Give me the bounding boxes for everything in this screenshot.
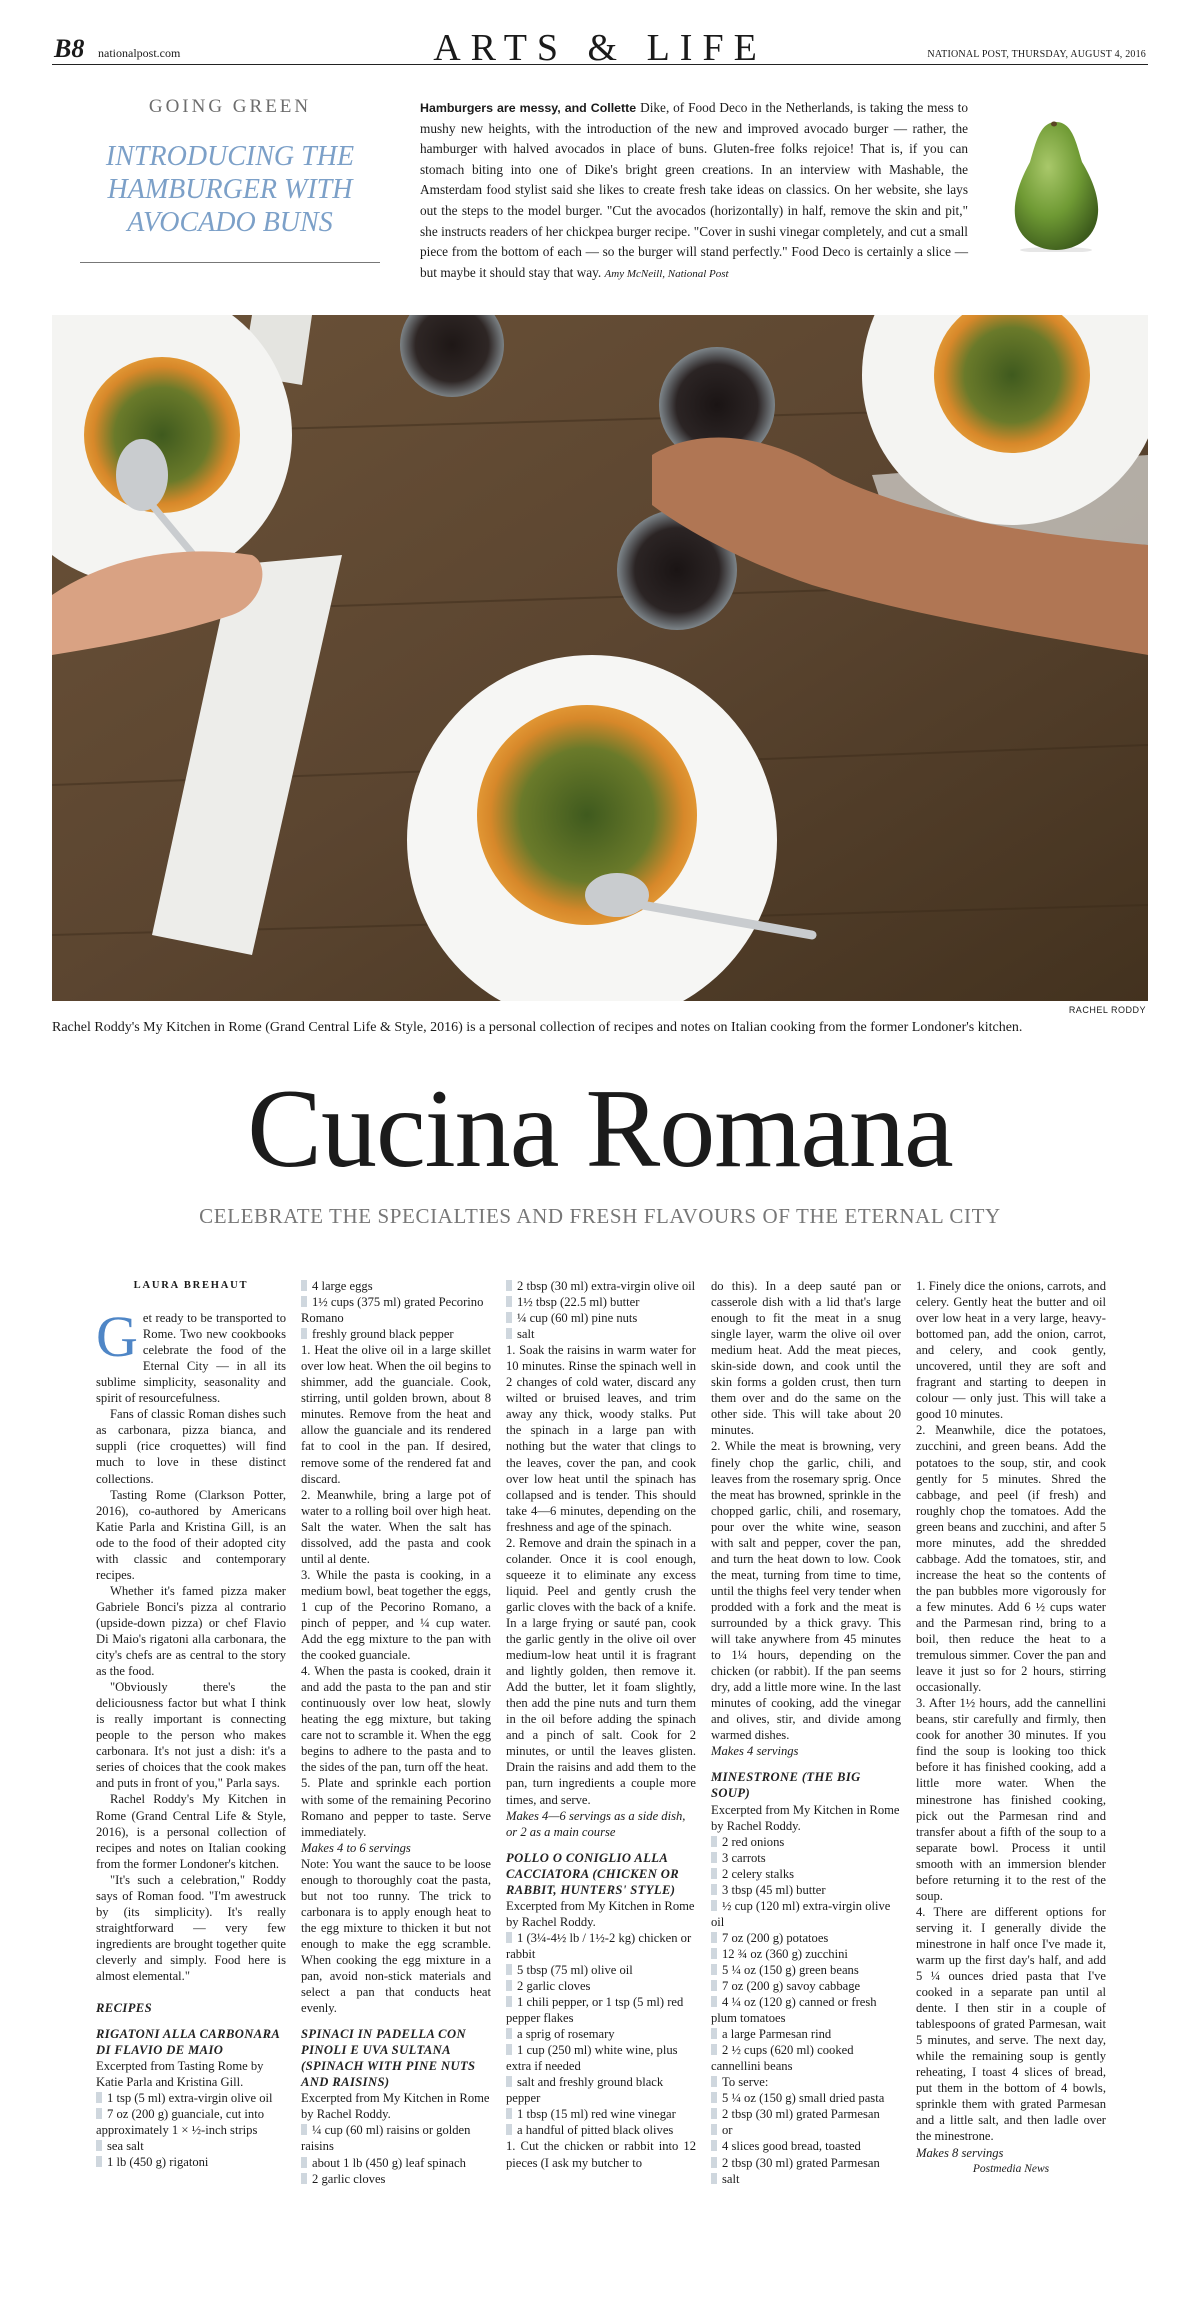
teaser-headline: INTRODUCING THE HAMBURGER WITH AVOCADO BUNS: [105, 141, 355, 238]
ingredient-item: salt and freshly ground black pepper: [506, 2074, 696, 2106]
paragraph: [96, 1304, 286, 1406]
ingredient-item: 5 ¼ oz (150 g) small dried pasta: [711, 2090, 901, 2106]
drop-cap: G: [96, 1304, 138, 1370]
ingredient-item: 1 cup (250 ml) white wine, plus extra if needed: [506, 2042, 696, 2074]
teaser-lead: Hamburgers are messy, and Collette: [420, 101, 637, 115]
section-title: ARTS & LIFE: [433, 27, 767, 69]
article-column-3: [506, 1278, 696, 2171]
ingredient-item: 4 large eggs: [301, 1278, 491, 1294]
ingredient-item: 7 oz (200 g) guanciale, cut into approximately 1 × ½-inch strips: [96, 2106, 286, 2138]
ingredient-item: or: [711, 2122, 901, 2138]
paragraph: 1. Heat the olive oil in a large skillet over low heat. When the oil begins to shimmer, add the guanciale. Cook, stirring, until golden brown, about 8 minutes. Remove from the heat and allow the guanciale and its rendered fat to cool in the pan. If desired, remove some of the rendered fat and discard.: [301, 1343, 491, 1486]
agency-credit: Postmedia News: [972, 2162, 1050, 2175]
hero-photo: [52, 315, 1148, 1001]
paragraph: 5. Plate and sprinkle each portion with some of the remaining Pecorino Romano and pepper to taste. Serve immediately.: [301, 1776, 491, 1839]
paragraph: Excerpted from My Kitchen in Rome by Rachel Roddy.: [301, 2091, 490, 2122]
article-column-5: [916, 1278, 1106, 2177]
paragraph: 3. While the pasta is cooking, in a medium bowl, beat together the eggs, 1 cup of the Pecorino Romano, a pinch of pepper, and ¼ cup water. Add the egg mixture to the pan with the cooked guanciale.: [301, 1567, 491, 1663]
ingredient-item: 1½ cups (375 ml) grated Pecorino Romano: [301, 1294, 491, 1326]
site-url[interactable]: nationalpost.com: [98, 46, 181, 60]
ingredient-item: ½ cup (120 ml) extra-virgin olive oil: [711, 1898, 901, 1930]
ingredient-item: 4 slices good bread, toasted: [711, 2138, 901, 2154]
paragraph: Excerpted from My Kitchen in Rome by Rachel Roddy.: [506, 1898, 695, 1929]
ingredient-item: a sprig of rosemary: [506, 2026, 696, 2042]
ingredient-item: a handful of pitted black olives: [506, 2122, 696, 2138]
recipe-yield: Makes 4 servings: [711, 1744, 799, 1759]
ingredient-item: 7 oz (200 g) savoy cabbage: [711, 1978, 901, 1994]
column-1-body: [96, 1304, 286, 2170]
lead-text: et ready to be transported to Rome. Two new cookbooks celebrate the food of the Eternal City — in all its sublime simplicity, seasonality and spirit of resourcefulness.: [96, 1311, 286, 1406]
ingredient-item: 2 tbsp (30 ml) grated Parmesan: [711, 2155, 901, 2171]
paragraph: 2. While the meat is browning, very finely chop the garlic, chili, and leaves from the rosemary sprig. Once the meat has browned, sprinkle in the chopped garlic, chili, and rosemary, pour over the white wine, season with salt and pepper, cover the pan, and turn the heat down to low. Cook the meat, turning from time to time, until the thighs feel very tender when prodded with a fork and the meat is surrounded by a thick gravy. This will take anywhere from 45 minutes to 1¼ hours, depending on the chicken (or rabbit). If the pan seems dry, add a little more wine. In the last minutes of cooking, add the vinegar and olives, stir, and divide among warmed dishes.: [711, 1439, 901, 1743]
paragraph: Excerpted from My Kitchen in Rome by Rachel Roddy.: [711, 1802, 900, 1833]
paragraph: 4. There are different options for serving it. I generally divide the minestrone in half once I've made it, warm up the first day's half, and add 5 ¼ ounces dried pasta that I've cooked in a separate pan until al dente. I then stir in a couple of tablespoons of grated Parmesan, wait 5 minutes, and serve. The next day, while the remaining soup is gently reheating, I toast 4 slices of bread, put them in the bottom of 4 bowls, sprinkle them with grated Parmesan and a little salt, and then ladle over the minestrone.: [916, 1904, 1106, 2144]
avocado-icon: [1010, 118, 1102, 252]
ingredient-item: 1 (3¼-4½ lb / 1½-2 kg) chicken or rabbit: [506, 1930, 696, 1962]
article-column-2: [301, 1278, 491, 2187]
teaser-divider: [80, 262, 380, 263]
ingredient-item: 12 ¾ oz (360 g) zucchini: [711, 1946, 901, 1962]
ingredient-item: 1 tbsp (15 ml) red wine vinegar: [506, 2106, 696, 2122]
ingredient-item: 2 ½ cups (620 ml) cooked cannellini beans: [711, 2042, 901, 2074]
paragraph: Fans of classic Roman dishes such as carbonara, pizza bianca, and suppli (rice croquettes) will find much to love in these distinct collections.: [96, 1407, 286, 1486]
article-column-1: [96, 1278, 286, 2170]
teaser-body: [420, 98, 968, 284]
recipe-yield: Makes 4—6 servings as a side dish, or 2 as a main course: [506, 1808, 686, 1839]
article-subhead: CELEBRATE THE SPECIALTIES AND FRESH FLAVOURS OF THE ETERNAL CITY: [199, 1204, 1001, 1228]
paragraph: 2. Meanwhile, dice the potatoes, zucchini, and green beans. Add the potatoes to the soup, stir, and cook gently for 5 minutes. Shred the cabbage, and peel (if fresh) and roughly chop the tomatoes. Add the green beans and zucchini, and after 5 more minutes, add the shredded cabbage. Add the tomatoes, stir, and increase the heat so the contents of the pan bubbles more vigorously for a few minutes. Add 6 ½ cups water and the Parmesan rind, bring to a boil, then reduce the heat to a tremulous simmer. Cover the pan and leave it just so for 2 hours, stirring occasionally.: [916, 1423, 1106, 1695]
ingredient-item: 3 carrots: [711, 1850, 901, 1866]
teaser-text: Dike, of Food Deco in the Netherlands, is taking the mess to mushy new heights, with the introduction of the new and improved avocado burger — rather, the hamburger with halved avocados in place of buns. Gluten-free folks rejoice! That is, if you can stomach biting into one of Dike's bright green creations. In an interview with Mashable, the Amsterdam food stylist said she likes to create fresh take ideas on classics. On her website, she lays out the steps to the model burger. "Cut the avocados (horizontally) in half, remove the skin and pit," she instructs readers of her chickpea burger recipe. "Cover in sushi vinegar completely, and cut a small piece from the bottom of each — so the burger will stand perfectly." Food Deco is certainly a slice — but maybe it should stay that way.: [420, 100, 968, 280]
recipe-yield: Makes 8 servings: [916, 2145, 1004, 2160]
paragraph: Rachel Roddy's My Kitchen in Rome (Grand Central Life & Style, 2016), is a personal collection of recipes and notes on Italian cooking from the former Londoner's kitchen.: [96, 1792, 286, 1871]
photo-credit: RACHEL RODDY: [1068, 1005, 1146, 1015]
paragraph: Excerpted from Tasting Rome by Katie Parla and Kristina Gill.: [96, 2059, 264, 2090]
paragraph: 1. Soak the raisins in warm water for 10 minutes. Rinse the spinach well in 2 changes of cold water, discard any wilted or bruised leaves, and trim away any thick, woody stalks. Put the spinach in a large pan with nothing but the water that clings to the leaves, cover the pan, and cook over low heat until the spinach has collapsed and is tender. This should take 4—6 minutes, depending on the freshness and age of the spinach.: [506, 1343, 696, 1534]
recipe-heading: RIGATONI ALLA CARBONARA DI FLAVIO DE MAIO: [96, 2027, 280, 2058]
ingredient-item: 5 tbsp (75 ml) olive oil: [506, 1962, 696, 1978]
paragraph: 1. Finely dice the onions, carrots, and celery. Gently heat the butter and oil over low heat in a very large, heavy-bottomed pan, add the onion, carrot, and celery, and cook gently, uncovered, until they are soft and fragrant and starting to deepen in colour — only just. This will take a good 10 minutes.: [916, 1279, 1106, 1422]
ingredient-item: 2 red onions: [711, 1834, 901, 1850]
ingredient-item: ¼ cup (60 ml) pine nuts: [506, 1310, 696, 1326]
ingredient-item: 2 tbsp (30 ml) grated Parmesan: [711, 2106, 901, 2122]
ingredient-item: a large Parmesan rind: [711, 2026, 901, 2042]
ingredient-item: 1 tsp (5 ml) extra-virgin olive oil: [96, 2090, 286, 2106]
ingredient-item: about 1 lb (450 g) leaf spinach: [301, 2155, 491, 2171]
teaser-credit: Amy McNeill, National Post: [604, 267, 729, 280]
byline: LAURA BREHAUT: [133, 1280, 249, 1291]
ingredient-item: sea salt: [96, 2138, 286, 2154]
paragraph: "It's such a celebration," Roddy says of Roman food. "I'm awestruck by (its simplicity). It's really straightforward — very few ingredients are brought together quite cleverly and simply. Food here is almost elemental.": [96, 1872, 286, 1983]
ingredient-item: 2 garlic cloves: [506, 1978, 696, 1994]
ingredient-item: ¼ cup (60 ml) raisins or golden raisins: [301, 2122, 491, 2154]
paragraph: Tasting Rome (Clarkson Potter, 2016), co-authored by Americans Katie Parla and Kristina Gill, is an ode to the food of their adopted city with classic and contemporary recipes.: [96, 1487, 286, 1582]
recipe-heading: MINESTRONE (THE BIG SOUP): [711, 1770, 861, 1801]
ingredient-item: 7 oz (200 g) potatoes: [711, 1930, 901, 1946]
paragraph: Whether it's famed pizza maker Gabriele Bonci's pizza al contrario (upside-down pizza) or chef Flavio Di Maio's rigatoni alla carbonara, the city's chefs are as central to the story as the food.: [96, 1583, 286, 1679]
paragraph: 4. When the pasta is cooked, drain it and add the pasta to the pan and stir continuously over low heat, slowly heating the egg mixture, but taking care not to scramble it. When the egg begins to adhere to the pasta and to the sides of the pan, turn off the heat.: [301, 1664, 491, 1775]
page-number: B8: [54, 34, 85, 63]
paragraph: Note: You want the sauce to be loose enough to thoroughly coat the pasta, but not too runny. The trick to carbonara is to apply enough heat to the egg mixture to thicken it but not enough to make the egg scramble. When cooking the egg mixture in a pan, avoid non-stick materials and select a pan that conducts heat evenly.: [301, 1856, 491, 2016]
recipe-yield: Makes 4 to 6 servings: [301, 1840, 411, 1855]
ingredient-item: salt: [711, 2171, 901, 2187]
ingredient-item: 2 celery stalks: [711, 1866, 901, 1882]
ingredient-item: 1½ tbsp (22.5 ml) butter: [506, 1294, 696, 1310]
paragraph: 2. Meanwhile, bring a large pot of water to a rolling boil over high heat. Salt the water. When the salt has dissolved, add the pasta and cook until al dente.: [301, 1487, 491, 1566]
teaser-kicker: GOING GREEN: [148, 96, 312, 117]
article-headline: Cucina Romana: [247, 1067, 953, 1191]
ingredient-item: 5 ¼ oz (150 g) green beans: [711, 1962, 901, 1978]
ingredient-item: 4 ¼ oz (120 g) canned or fresh plum tomatoes: [711, 1994, 901, 2026]
paragraph: 1. Cut the chicken or rabbit into 12 pieces (I ask my butcher to: [506, 2139, 696, 2170]
ingredient-item: 2 tbsp (30 ml) extra-virgin olive oil: [506, 1278, 696, 1294]
recipe-heading: SPINACI IN PADELLA CON PINOLI E UVA SULTANA (SPINACH WITH PINE NUTS AND RAISINS): [301, 2027, 476, 2090]
ingredient-item: 3 tbsp (45 ml) butter: [711, 1882, 901, 1898]
ingredient-item: 1 chili pepper, or 1 tsp (5 ml) red pepper flakes: [506, 1994, 696, 2026]
ingredient-item: To serve:: [711, 2074, 901, 2090]
dateline: NATIONAL POST, THURSDAY, AUGUST 4, 2016: [927, 49, 1146, 60]
paragraph: do this). In a deep sauté pan or casserole dish with a lid that's large enough to fit the meat in a snug single layer, warm the olive oil over medium heat. Add the meat pieces, skin-side down, and cook until the skin forms a golden crust, then turn them over and do the same on the other side. This will take about 20 minutes.: [711, 1279, 901, 1438]
article-column-4: [711, 1278, 901, 2187]
paragraph: 2. Remove and drain the spinach in a colander. Once it is cool enough, squeeze it to eliminate any excess liquid. Peel and gently crush the garlic cloves with the back of a knife. In a large frying or sauté pan, cook the garlic gently in the olive oil over medium-low heat until it is fragrant and lightly golden, then remove it. Add the butter, let it foam slightly, then add the pine nuts and turn them in the oil before adding the spinach and a pinch of salt. Cook for 2 minutes, or until the leaves glisten. Drain the raisins and add them to the pan, turn ingredients a couple more times, and serve.: [506, 1535, 696, 1807]
recipe-heading: POLLO O CONIGLIO ALLA CACCIATORA (CHICKEN OR RABBIT, HUNTERS' STYLE): [506, 1850, 680, 1897]
paragraph: 3. After 1½ hours, add the cannellini beans, stir carefully and firmly, then cook for another 30 minutes. If you find the soup is looking too thick before it has finished cooking, add a little more water. When the minestrone has finished cooking, pick out the Parmesan rind and transfer about a fifth of the soup to a separate bowl. Process it until smooth with an immersion blender before returning it to the rest of the soup.: [916, 1696, 1106, 1903]
ingredient-item: 2 garlic cloves: [301, 2171, 491, 2187]
recipe-heading: RECIPES: [96, 2001, 152, 2016]
paragraph: "Obviously there's the deliciousness factor but what I think is really important is connecting people to the person who makes carbonara. It's not just a dish: it's a series of choices that the cook makes and puts in front of you," Parla says.: [96, 1680, 286, 1791]
ingredient-item: freshly ground black pepper: [301, 1326, 491, 1342]
ingredient-item: salt: [506, 1326, 696, 1342]
photo-caption: Rachel Roddy's My Kitchen in Rome (Grand Central Life & Style, 2016) is a personal collection of recipes and notes on Italian cooking from the former Londoner's kitchen.: [52, 1020, 1023, 1035]
ingredient-item: 1 lb (450 g) rigatoni: [96, 2154, 286, 2170]
